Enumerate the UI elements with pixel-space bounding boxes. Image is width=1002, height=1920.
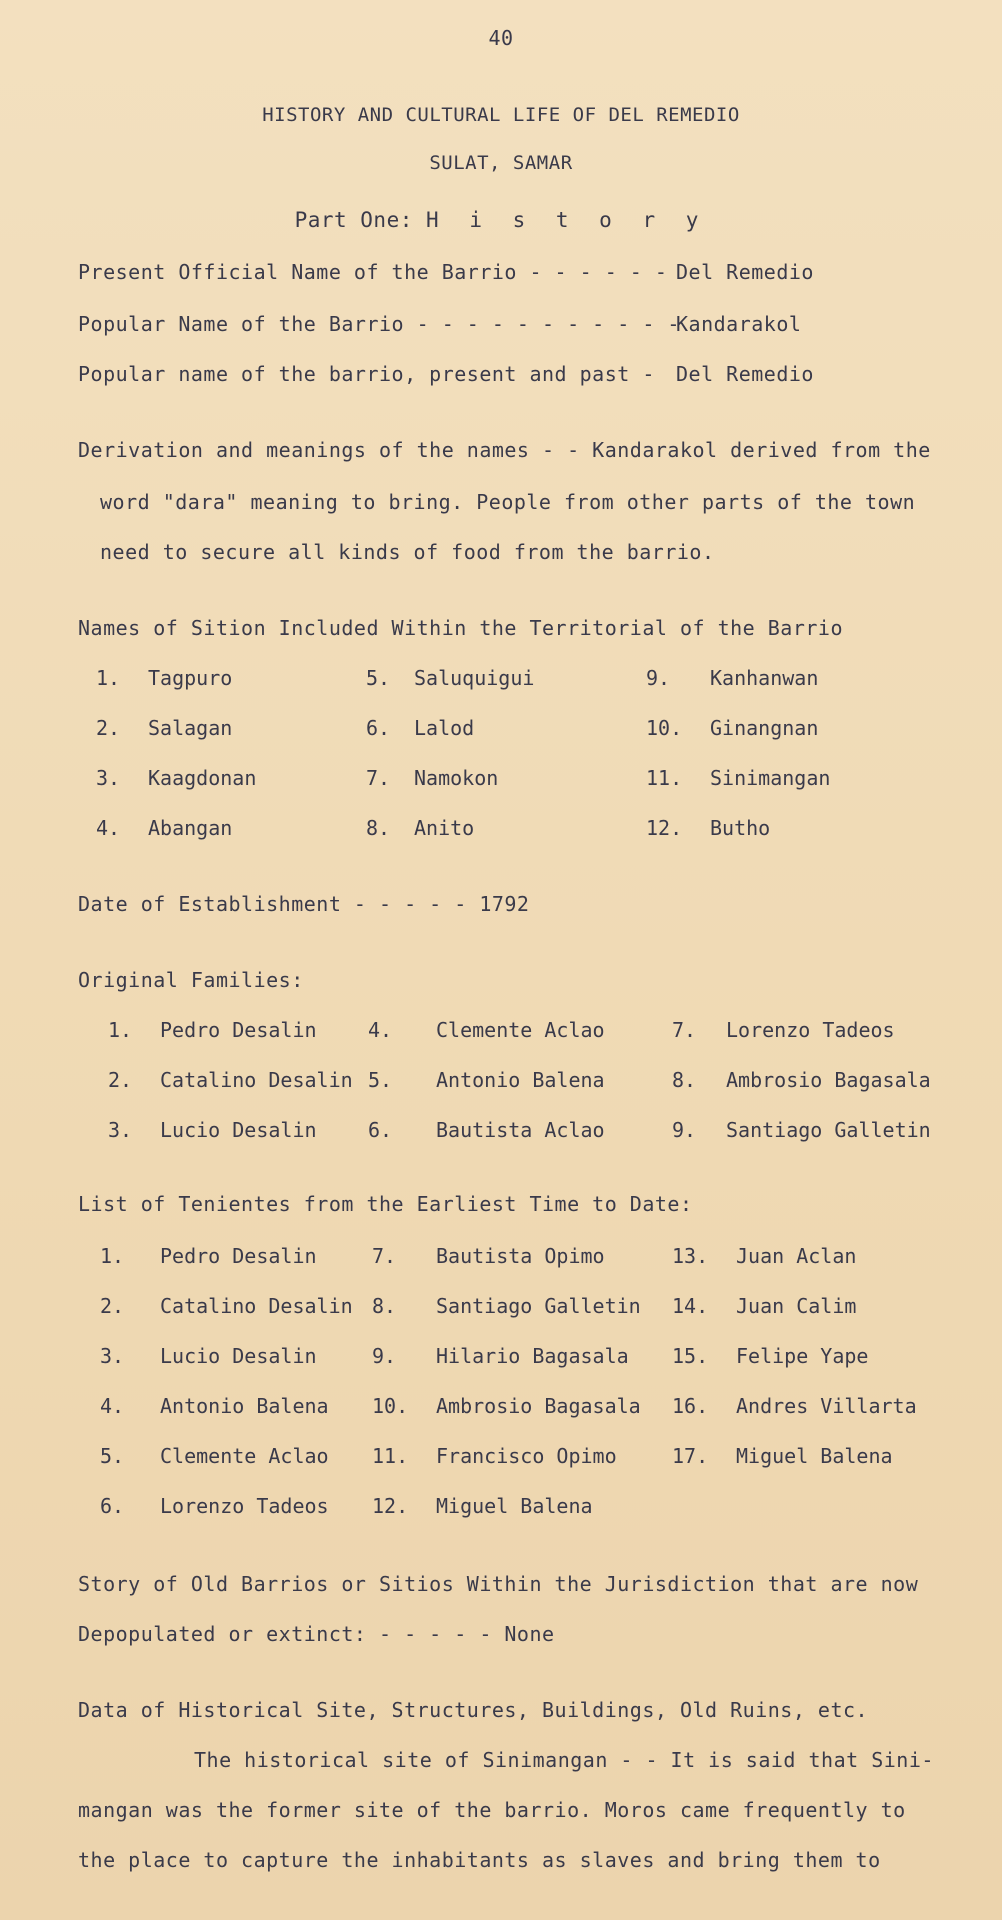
- page-number: 40: [488, 26, 514, 50]
- sitio-name: Ginangnan: [710, 716, 819, 740]
- family-name: Santiago Galletin: [726, 1118, 931, 1142]
- sitio-name: Namokon: [414, 766, 499, 790]
- historical-heading: Data of Historical Site, Structures, Buildings, Old Ruins, etc.: [78, 1698, 869, 1722]
- sitio-name: Lalod: [414, 716, 475, 740]
- family-number: 6.: [368, 1118, 393, 1142]
- popular-name-label: Popular Name of the Barrio - - - - - - - - - - -: [78, 312, 680, 336]
- sitio-number: 6.: [366, 716, 391, 740]
- family-number: 2.: [108, 1068, 133, 1092]
- historical-line-1: The historical site of Sinimangan - - It is said that Sini-: [194, 1748, 934, 1772]
- sitio-name: Salagan: [148, 716, 233, 740]
- teniente-number: 11.: [372, 1444, 409, 1468]
- teniente-name: Lucio Desalin: [160, 1344, 317, 1368]
- historical-line-3: the place to capture the inhabitants as slaves and bring them to: [78, 1848, 881, 1872]
- teniente-name: Lorenzo Tadeos: [160, 1494, 329, 1518]
- family-number: 3.: [108, 1118, 133, 1142]
- document-subtitle: SULAT, SAMAR: [429, 152, 573, 174]
- teniente-name: Ambrosio Bagasala: [436, 1394, 641, 1418]
- sitio-number: 11.: [646, 766, 683, 790]
- sitio-number: 9.: [646, 666, 671, 690]
- sitio-name: Kaagdonan: [148, 766, 257, 790]
- family-name: Lorenzo Tadeos: [726, 1018, 895, 1042]
- teniente-number: 7.: [372, 1244, 397, 1268]
- teniente-name: Andres Villarta: [736, 1394, 917, 1418]
- popular-name-past-value: Del Remedio: [676, 362, 814, 386]
- popular-name-value: Kandarakol: [676, 312, 802, 336]
- teniente-number: 13.: [672, 1244, 709, 1268]
- family-name: Bautista Aclao: [436, 1118, 605, 1142]
- old-barrios-line-1: Story of Old Barrios or Sitios Within the Jurisdiction that are now: [78, 1572, 919, 1596]
- tenientes-heading: List of Tenientes from the Earliest Time to Date:: [78, 1192, 693, 1216]
- sitio-number: 8.: [366, 816, 391, 840]
- teniente-number: 9.: [372, 1344, 397, 1368]
- part-word: H i s t o r y: [426, 208, 708, 232]
- teniente-number: 6.: [100, 1494, 125, 1518]
- family-name: Pedro Desalin: [160, 1018, 317, 1042]
- sitio-number: 3.: [96, 766, 121, 790]
- sitio-name: Saluquigui: [414, 666, 535, 690]
- family-number: 9.: [672, 1118, 697, 1142]
- official-name-value: Del Remedio: [676, 260, 814, 284]
- sitio-number: 7.: [366, 766, 391, 790]
- teniente-name: Francisco Opimo: [436, 1444, 617, 1468]
- teniente-number: 3.: [100, 1344, 125, 1368]
- teniente-name: Miguel Balena: [436, 1494, 593, 1518]
- teniente-number: 14.: [672, 1294, 709, 1318]
- old-barrios-line-2: Depopulated or extinct: - - - - - None: [78, 1622, 555, 1646]
- teniente-name: Clemente Aclao: [160, 1444, 329, 1468]
- official-name-label: Present Official Name of the Barrio - - - - - -: [78, 260, 668, 284]
- teniente-number: 17.: [672, 1444, 709, 1468]
- family-number: 1.: [108, 1018, 133, 1042]
- teniente-number: 5.: [100, 1444, 125, 1468]
- sitio-name: Anito: [414, 816, 475, 840]
- family-name: Clemente Aclao: [436, 1018, 605, 1042]
- teniente-name: Juan Calim: [736, 1294, 857, 1318]
- family-number: 5.: [368, 1068, 393, 1092]
- teniente-name: Hilario Bagasala: [436, 1344, 629, 1368]
- document-title: HISTORY AND CULTURAL LIFE OF DEL REMEDIO: [262, 104, 740, 126]
- popular-name-past-label: Popular name of the barrio, present and past -: [78, 362, 655, 386]
- derivation-line-1: Derivation and meanings of the names - - Kandarakol derived from the: [78, 438, 931, 462]
- sitio-number: 10.: [646, 716, 683, 740]
- historical-line-2: mangan was the former site of the barrio. Moros came frequently to: [78, 1798, 906, 1822]
- family-number: 8.: [672, 1068, 697, 1092]
- teniente-number: 8.: [372, 1294, 397, 1318]
- sitios-heading: Names of Sition Included Within the Territorial of the Barrio: [78, 616, 844, 640]
- teniente-number: 10.: [372, 1394, 409, 1418]
- teniente-name: Catalino Desalin: [160, 1294, 353, 1318]
- teniente-name: Bautista Opimo: [436, 1244, 605, 1268]
- families-heading: Original Families:: [78, 968, 304, 992]
- family-name: Ambrosio Bagasala: [726, 1068, 931, 1092]
- sitio-number: 4.: [96, 816, 121, 840]
- teniente-name: Felipe Yape: [736, 1344, 869, 1368]
- sitio-name: Sinimangan: [710, 766, 831, 790]
- teniente-number: 16.: [672, 1394, 709, 1418]
- derivation-line-2: word "dara" meaning to bring. People from other parts of the town: [100, 490, 916, 514]
- sitio-number: 1.: [96, 666, 121, 690]
- sitio-name: Butho: [710, 816, 771, 840]
- teniente-number: 1.: [100, 1244, 125, 1268]
- family-name: Lucio Desalin: [160, 1118, 317, 1142]
- family-number: 7.: [672, 1018, 697, 1042]
- sitio-name: Abangan: [148, 816, 233, 840]
- family-name: Antonio Balena: [436, 1068, 605, 1092]
- sitio-name: Kanhanwan: [710, 666, 819, 690]
- teniente-name: Antonio Balena: [160, 1394, 329, 1418]
- teniente-name: Pedro Desalin: [160, 1244, 317, 1268]
- family-name: Catalino Desalin: [160, 1068, 353, 1092]
- teniente-name: Santiago Galletin: [436, 1294, 641, 1318]
- sitio-number: 2.: [96, 716, 121, 740]
- establishment-date: Date of Establishment - - - - - 1792: [78, 892, 530, 916]
- teniente-name: Miguel Balena: [736, 1444, 893, 1468]
- family-number: 4.: [368, 1018, 393, 1042]
- teniente-number: 15.: [672, 1344, 709, 1368]
- sitio-number: 5.: [366, 666, 391, 690]
- part-label: Part One:: [294, 208, 413, 232]
- sitio-name: Tagpuro: [148, 666, 233, 690]
- derivation-line-3: need to secure all kinds of food from the barrio.: [100, 540, 715, 564]
- teniente-number: 2.: [100, 1294, 125, 1318]
- teniente-number: 12.: [372, 1494, 409, 1518]
- sitio-number: 12.: [646, 816, 683, 840]
- teniente-number: 4.: [100, 1394, 125, 1418]
- part-heading: [0, 208, 1002, 232]
- teniente-name: Juan Aclan: [736, 1244, 857, 1268]
